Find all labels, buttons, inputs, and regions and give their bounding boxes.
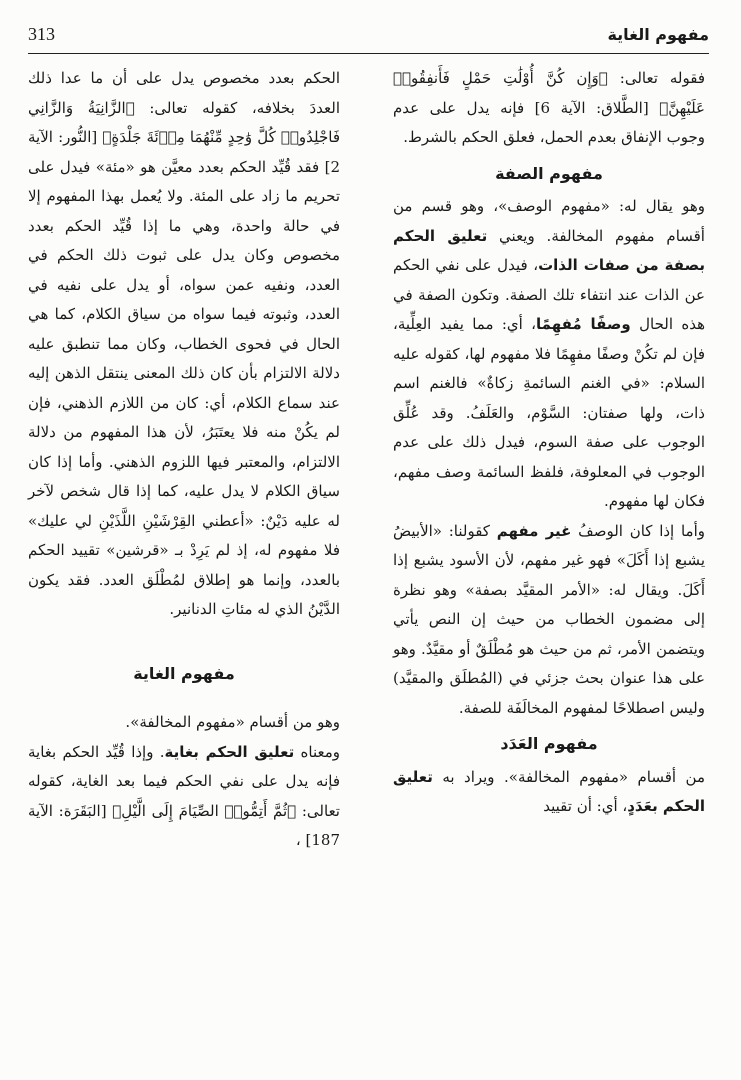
bold-term: وصفًا مُفهِمًا [536,315,631,333]
text-run: ، أي: مما يفيد العِلِّية، فإن لم تكُنْ وصفًا مفهِمًا فلا مفهوم لها، كقوله عليه السلام: «في الغنم السائمةِ زكاةٌ» فالغنم اسم ذات، ولها صفتان: السَّوْم، والعَلَفُ. وقد عُلِّق الوجوب على صفة السوم، فيدل ذلك على عدم الوجوب في المعلوفة، فلفظ السائمة وصف مفهم، فكان لها مفهوم. [393,315,705,510]
running-title: مفهوم الغاية [607,24,709,44]
text-run: . وإذا قُيِّد الحكم بغاية فإنه يدل على نفي الحكم فيما بعد الغاية، كقوله تعالى: ﴿ثُمَّ أَتِمُّوا۟ الصِّيَامَ إِلَى الَّيْلِ﴾ [البَقَرَة: الآية 187] ، [28,742,340,849]
text-run: ، أي: أن تقييد [543,797,628,815]
paragraph: وهو من أقسام «مفهوم المخالفة». [125,713,340,731]
running-head [28,18,709,50]
paragraph [393,192,705,517]
section-heading-ghaya: مفهوم الغاية [133,663,235,683]
text-run: ، فيدل على نفي الحكم عن الذات عند انتفاء تلك الصفة. وتكون الصفة في هذه الحال [393,256,705,333]
paragraph [28,738,340,856]
header-rule [28,53,709,54]
text-run: من أقسام «مفهوم المخالفة». ويراد به [432,767,705,786]
right-column [393,64,705,822]
section-heading-adad: مفهوم العَدَد [500,734,598,753]
paragraph [393,517,705,724]
left-column [28,64,340,856]
text-run: وأما إذا كان الوصفُ [571,521,705,540]
paragraph: فقوله تعالى: ﴿وَإِن كُنَّ أُوْلَٰتِ حَمْلٍ فَأَنفِقُوا۟ عَلَيْهِنَّ﴾ [الطَّلاق: الآية 6] فإنه يدل على عدم وجوب الإنفاق بعدم الحمل، فعلق الحكم بالشرط. [393,69,706,146]
text-run: كقولنا: «الأبيضُ يشبع إذا أَكَلَ» فهو غير مفهم، لأن الأسود يشبع إذا أَكَلَ. ويقال له: «الأمر المقيَّد بصفة» وهو نظرة إلى مضمون الخطاب من حيث إن النص يأتي ويتضمن الأمر، ثم من حيث هو مُطْلَقٌ أو مقيَّدٌ. وهو على هذا عنوان بحث جزئي في (المُطلَق والمقيَّد) وليس اصطلاحًا لمفهوم المخالَفَة للصفة. [393,521,705,717]
paragraph [393,763,705,822]
text-run: وهو يقال له: «مفهوم الوصف»، وهو قسم من أقسام مفهوم المخالفة. ويعني [393,197,705,245]
paragraph: الحكم بعدد مخصوص يدل على أن ما عدا ذلك العددَ بخلافه، كقوله تعالى: ﴿الزَّانِيَةُ وَالزَّانِي فَاجْلِدُوا۟ كُلَّ وَٰحِدٍ مِّنْهُمَا مِا۟ئَةَ جَلْدَةٍ﴾ [النُّور: الآية 2] فقد قُيِّد الحكم بعدد معيَّن هو «مئة» فيدل على تحريم ما زاد على المئة. ولا يُعمل بهذا المفهوم إلا في حالة واحدة، وهي ما إذا قُيِّد الحكم بعدد مخصوص وكان يدل على ثبوت ذلك الحكم في العدد، ونفيه عمن سواه، أو يدل على نفيه في العدد، وثبوته فيما سواه من سياق الكلام، كما هي الحال في فحوى الخطاب، وكان مما تنطبق عليه دلالة الالتزام بأن كان ذلك المعنى ينتقل الذهن إليه عند سماع الكلام، أي: كان من اللازم الذهني، فإن لم يكُنْ منه فلا يعتَبَرُ، لأن هذا المفهوم من دلالة الالتزام، والمعتبر فيها اللزوم الذهني. وأما إذا كان سياق الكلام لا يدل عليه، كما إذا قال شخص لآخر له عليه دَيْنٌ: «أعطني القِرْشَيْنِ اللَّذَيْنِ لي عليك» فلا مفهوم له، إذ لم يَرِدْ بـ «قرشين» تقييد الحكم بالعدد، وإنما هو إطلاق لمُطْلَق العدد. فقد يكون الدَّيْنُ الذي له مئاتِ الدنانير. [28,69,340,618]
section-heading-sifa: مفهوم الصفة [495,163,603,183]
bold-term: تعليق الحكم بصفة من صفات الذات [393,226,705,274]
page-number: 313 [28,23,55,44]
bold-term: تعليق الحكم بغاية [164,742,295,761]
bold-term: غير مفهم [496,521,572,540]
text-run: ومعناه [294,742,340,761]
bold-term: تعليق الحكم بعَدَدٍ [393,767,705,815]
